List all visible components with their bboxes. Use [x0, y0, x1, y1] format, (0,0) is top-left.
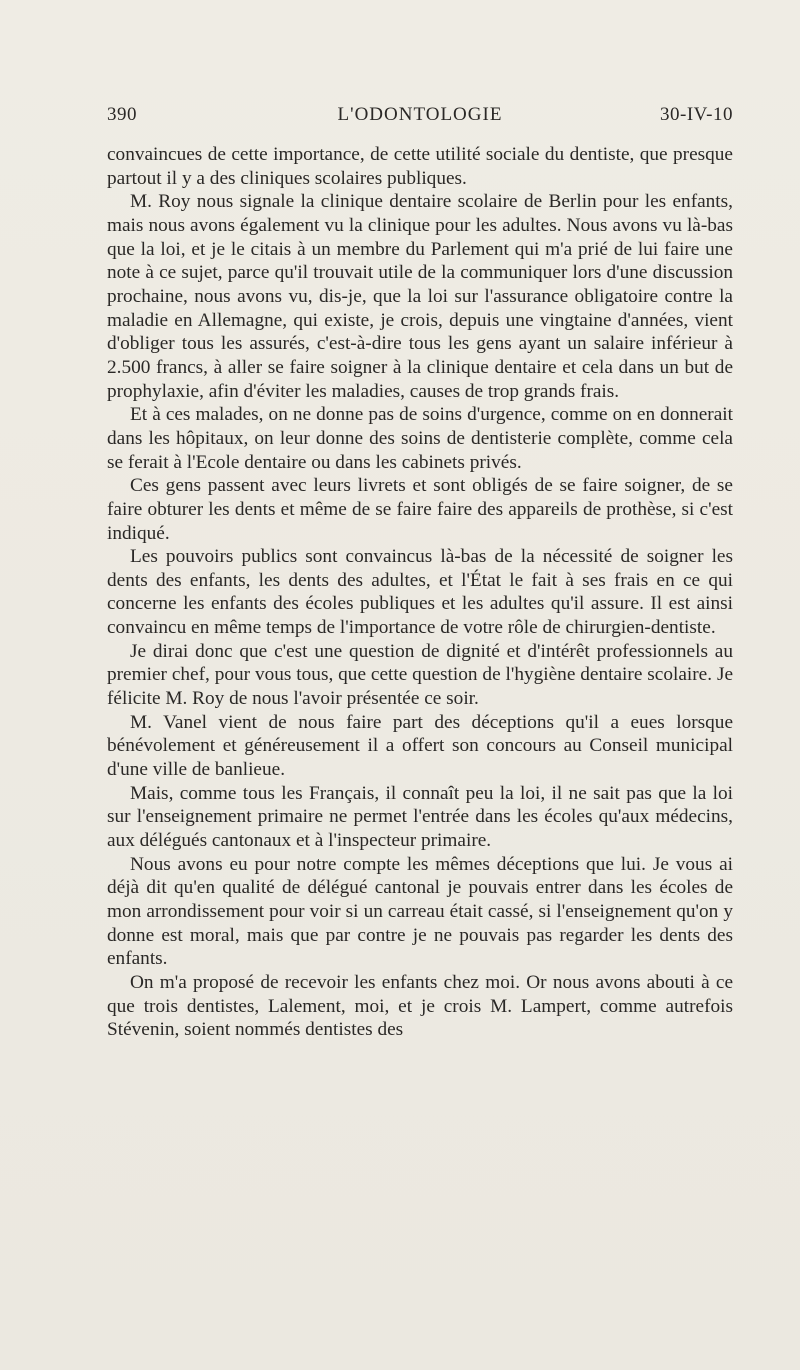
- paragraph: Mais, comme tous les Français, il connaît peu la loi, il ne sait pas que la loi sur l'enseignement primaire ne permet l'entrée dans les écoles qu'aux médecins, aux délégués cantonaux et à l'inspecteur primaire.: [107, 782, 733, 852]
- paragraph: On m'a proposé de recevoir les enfants chez moi. Or nous avons abouti à ce que trois dentistes, Lalement, moi, et je crois M. Lampert, comme autrefois Stévenin, soient nommés dentistes des: [107, 971, 733, 1041]
- issue-date: 30-IV-10: [660, 104, 733, 125]
- paragraph: Et à ces malades, on ne donne pas de soins d'urgence, comme on en donnerait dans les hôpitaux, on leur donne des soins de dentisterie complète, comme cela se ferait à l'Ecole dentaire ou dans les cabinets privés.: [107, 404, 733, 473]
- body-text: [107, 143, 733, 1042]
- paragraph: Je dirai donc que c'est une question de dignité et d'intérêt professionnels au premier chef, pour vous tous, que cette question de l'hygiène dentaire scolaire. Je félicite M. Roy de nous l'avoir présentée ce soir.: [107, 640, 733, 710]
- paragraph: convaincues de cette importance, de cette utilité sociale du dentiste, que presque partout il y a des cliniques scolaires publiques.: [107, 144, 733, 189]
- paragraph: Les pouvoirs publics sont convaincus là-bas de la nécessité de soigner les dents des enfants, les dents des adultes, et l'État le fait à ses frais en ce qui concerne les enfants des écoles publiques et les adultes qu'il assure. Il est ainsi convaincu en même temps de l'importance de votre rôle de chirurgien-dentiste.: [107, 546, 733, 639]
- running-head: [107, 104, 733, 134]
- page-number: 390: [107, 104, 137, 125]
- paragraph: Ces gens passent avec leurs livrets et sont obligés de se faire soigner, de se faire obturer les dents et même de se faire faire des appareils de prothèse, si c'est indiqué.: [107, 475, 733, 544]
- journal-title: L'ODONTOLOGIE: [337, 104, 503, 125]
- paragraph: Nous avons eu pour notre compte les mêmes déceptions que lui. Je vous ai déjà dit qu'en qualité de délégué cantonal je pouvais entrer dans les écoles de mon arrondissement pour voir si un carreau était cassé, si l'enseignement qu'on y donne est moral, mais que par contre je ne pouvais pas regarder les dents des enfants.: [107, 853, 733, 970]
- paragraph: M. Vanel vient de nous faire part des déceptions qu'il a eues lorsque bénévolement et généreusement il a offert son concours au Conseil municipal d'une ville de banlieue.: [107, 711, 733, 781]
- paragraph: M. Roy nous signale la clinique dentaire scolaire de Berlin pour les enfants, mais nous avons également vu la clinique pour les adultes. Nous avons vu là-bas que la loi, et je le citais à un membre du Parlement qui m'a prié de lui faire une note à ce sujet, parce qu'il trouvait utile de la communiquer lors d'une discussion prochaine, nous avons vu, dis-je, que la loi sur l'assurance obligatoire contre la maladie en Allemagne, qui existe, je crois, depuis une vingtaine d'années, vient d'obliger tous les assurés, c'est-à-dire tous les gens ayant un salaire inférieur à 2.500 francs, à aller se faire soigner à la clinique dentaire et cela dans un but de prophylaxie, afin d'éviter les maladies, causes de trop grands frais.: [107, 191, 733, 402]
